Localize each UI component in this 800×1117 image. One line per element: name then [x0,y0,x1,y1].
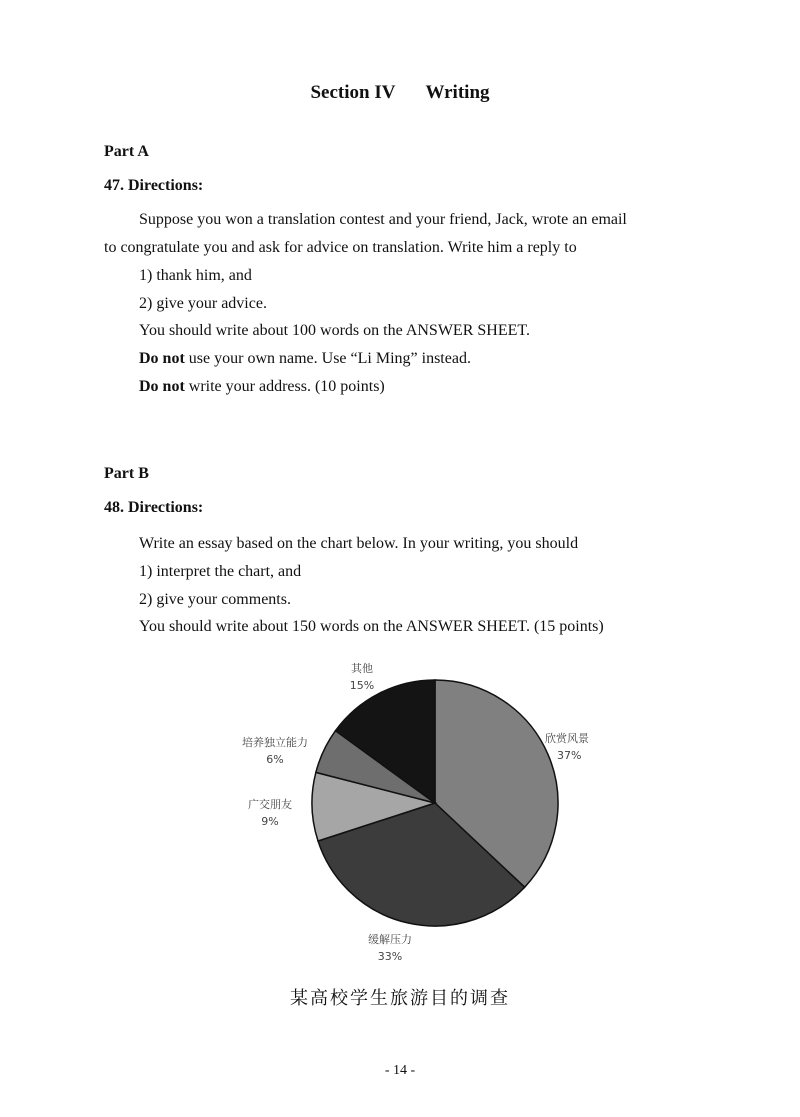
pie-chart [220,650,620,980]
part-a-intro-line2: to congratulate you and ask for advice on translation. Write him a reply to [104,239,577,256]
section-name: Writing [425,82,490,103]
slice-label: 广交朋友 [248,798,292,811]
part-b-word-count: You should write about 150 words on the ANSWER SHEET. (15 points) [139,618,604,635]
slice-value-label: 9% [261,815,279,828]
part-a-note1 [139,350,471,368]
part-a-item1: 1) thank him, and [139,267,252,284]
part-a-note1-text: use your own name. Use “Li Ming” instead. [184,350,471,367]
part-a-intro-line1: Suppose you won a translation contest and your friend, Jack, wrote an email [139,211,627,228]
chart-title: 某高校学生旅游目的调查 [290,988,510,1009]
part-b-item1: 1) interpret the chart, and [139,563,302,580]
slice-label: 培养独立能力 [242,736,308,749]
page-number: - 14 - [384,1063,416,1078]
slice-label: 欣赏风景 [545,732,589,745]
section-title [0,82,800,104]
part-a-note2 [139,378,385,396]
slice-value-label: 37% [557,749,582,762]
part-a-item2: 2) give your advice. [139,295,267,312]
part-a-note1-bold: Do not [139,350,185,367]
part-b-item2: 2) give your comments. [139,591,291,608]
part-a-note2-text: write your address. (10 points) [184,378,385,395]
part-b-intro: Write an essay based on the chart below. In your writing, you should [139,535,579,552]
part-a-note2-bold: Do not [139,378,185,395]
part-a-word-count: You should write about 100 words on the ANSWER SHEET. [139,322,530,339]
slice-value-label: 33% [377,950,403,963]
part-a-heading: Part A [104,143,149,160]
slice-label: 其他 [351,662,373,675]
section-label: Section IV [310,82,396,103]
slice-value-label: 6% [266,753,284,766]
part-b-directions-heading: 48. Directions: [104,499,204,516]
slice-label: 缓解压力 [368,933,412,946]
part-a-directions-heading: 47. Directions: [104,177,204,194]
part-b-heading: Part B [104,465,149,482]
slice-value-label: 15% [349,679,375,692]
